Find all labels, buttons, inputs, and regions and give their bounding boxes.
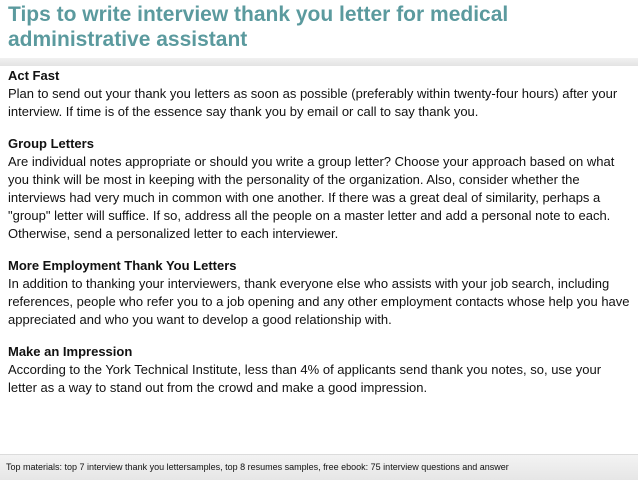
section-act-fast xyxy=(8,67,630,121)
section-more-employment xyxy=(8,257,630,329)
section-heading: Make an Impression xyxy=(8,344,133,359)
section-heading: Act Fast xyxy=(8,68,60,83)
footer-bar xyxy=(0,454,638,480)
title-divider xyxy=(0,58,638,66)
section-body: Plan to send out your thank you letters as soon as possible (preferably within twenty-four hours) after your interview. If time is of the essence say thank you by email or call to say thank you. xyxy=(8,86,618,119)
section-heading: More Employment Thank You Letters xyxy=(8,258,237,273)
page-title: Tips to write interview thank you letter for medical administrative assistant xyxy=(8,3,509,51)
section-make-impression xyxy=(8,343,630,397)
section-group-letters xyxy=(8,135,630,243)
footer-text[interactable]: Top materials: top 7 interview thank you lettersamples, top 8 resumes samples, free ebook: 75 interview questions and answer xyxy=(6,462,509,472)
section-body: In addition to thanking your interviewers, thank everyone else who assists with your job search, including references, people who refer you to a job opening and any other employment contacts whose help you have appreciated and who you want to develop a good relationship with. xyxy=(8,276,630,327)
section-body: Are individual notes appropriate or should you write a group letter? Choose your approach based on what you think will be most in keeping with the personality of the organization. Also, consider whether the interviews had very much in common with one another. If there was a great deal of similarity, perhaps a "group" letter will suffice. If so, address all the people on a master letter and add a personal note to each. Otherwise, send a personalized letter to each interviewer. xyxy=(8,154,615,241)
content-body xyxy=(8,67,630,411)
section-heading: Group Letters xyxy=(8,136,94,151)
section-body: According to the York Technical Institute, less than 4% of applicants send thank you notes, so, use your letter as a way to stand out from the crowd and make a good impression. xyxy=(8,362,602,395)
